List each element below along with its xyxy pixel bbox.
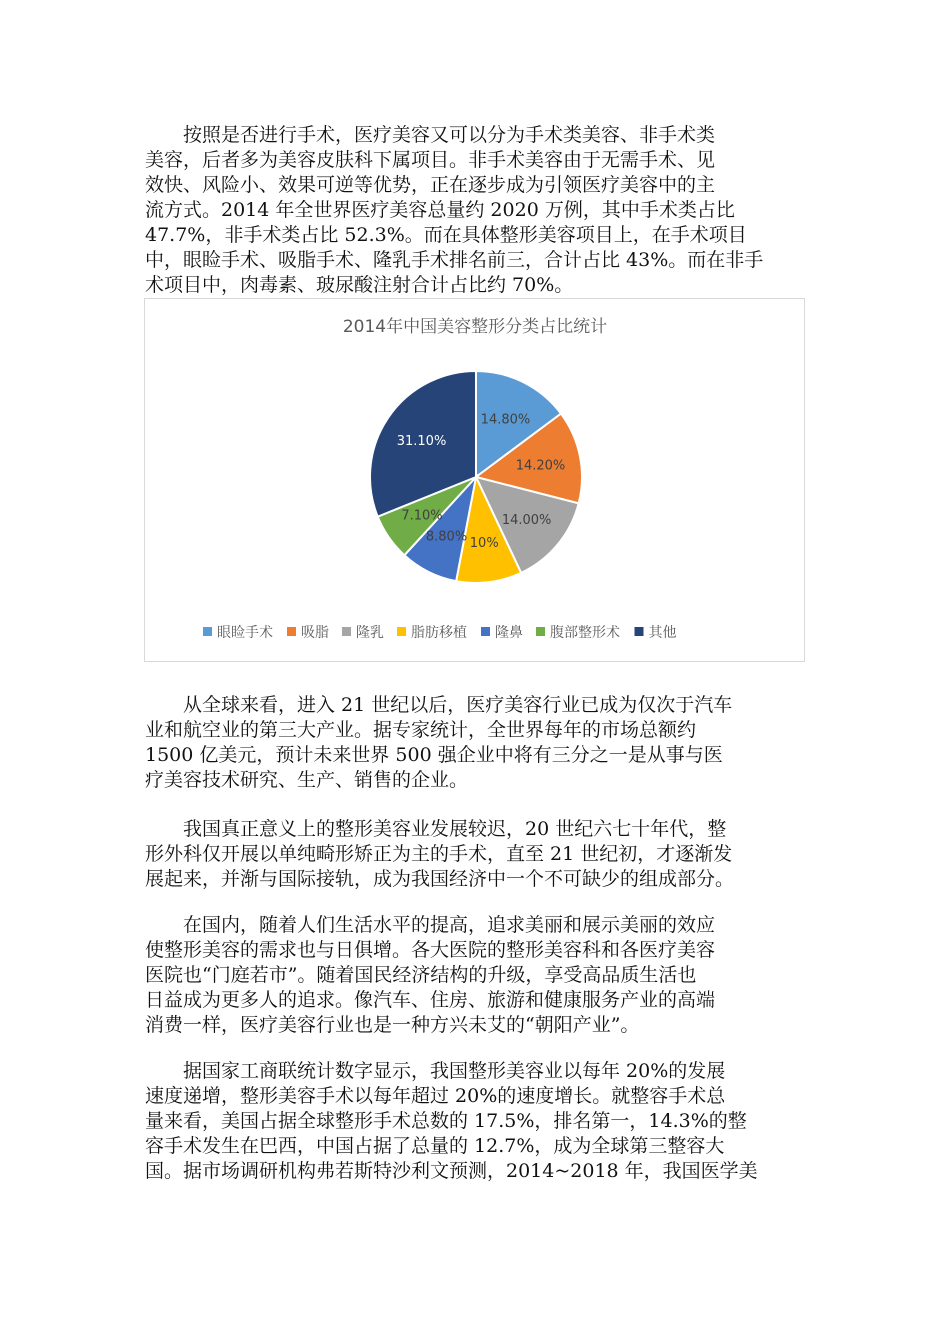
paragraph-line: 使整形美容的需求也与日俱增。各大医院的整形美容科和各医疗美容 bbox=[145, 939, 716, 961]
data-label: 7.10% bbox=[401, 508, 443, 524]
paragraph-line: 据国家工商联统计数字显示，我国整形美容业以每年 20%的发展 bbox=[145, 1060, 726, 1082]
legend-swatch bbox=[287, 627, 296, 636]
data-label: 8.80% bbox=[425, 529, 468, 545]
paragraph-line: 美容，后者多为美容皮肤科下属项目。非手术美容由于无需手术、见 bbox=[145, 149, 716, 171]
paragraph-line: 流方式。2014 年全世界医疗美容总量约 2020 万例，其中手术类占比 bbox=[145, 199, 735, 221]
paragraph-line: 我国真正意义上的整形美容业发展较迟，20 世纪六七十年代，整 bbox=[145, 818, 727, 840]
paragraph-line: 量来看，美国占据全球整形手术总数的 17.5%，排名第一，14.3%的整 bbox=[145, 1110, 747, 1132]
paragraph-2 bbox=[145, 693, 810, 793]
paragraph-line: 中，眼睑手术、吸脂手术、隆乳手术排名前三，合计占比 43%。而在非手 bbox=[145, 249, 764, 271]
legend-label: 其他 bbox=[648, 625, 677, 641]
legend-item bbox=[342, 625, 384, 641]
legend-swatch bbox=[635, 627, 644, 636]
legend-swatch bbox=[397, 627, 406, 636]
paragraph-line: 47.7%，非手术类占比 52.3%。而在具体整形美容项目上，在手术项目 bbox=[145, 224, 747, 246]
paragraph-line: 展起来，并渐与国际接轨，成为我国经济中一个不可缺少的组成部分。 bbox=[145, 868, 735, 890]
legend-label: 眼睑手术 bbox=[217, 625, 273, 641]
paragraph-line: 形外科仅开展以单纯畸形矫正为主的手术，直至 21 世纪初，才逐渐发 bbox=[145, 843, 733, 865]
paragraph-line: 疗美容技术研究、生产、销售的企业。 bbox=[145, 769, 469, 791]
paragraph-line: 从全球来看，进入 21 世纪以后，医疗美容行业已成为仅次于汽车 bbox=[145, 694, 733, 716]
chart-title: 2014年中国美容整形分类占比统计 bbox=[342, 317, 608, 337]
paragraph-1 bbox=[145, 123, 810, 298]
legend-label: 吸脂 bbox=[301, 625, 329, 641]
data-label: 31.10% bbox=[396, 434, 447, 450]
legend-label: 隆乳 bbox=[356, 625, 384, 641]
pie-chart-container bbox=[144, 298, 805, 662]
legend-item bbox=[536, 624, 620, 641]
legend-label: 隆鼻 bbox=[495, 625, 523, 641]
legend-swatch bbox=[342, 627, 351, 636]
paragraph-line: 日益成为更多人的追求。像汽车、住房、旅游和健康服务产业的高端 bbox=[145, 989, 716, 1011]
legend-swatch bbox=[203, 627, 212, 636]
legend-item bbox=[397, 624, 467, 641]
legend-label: 腹部整形术 bbox=[550, 625, 620, 641]
paragraph-line: 业和航空业的第三大产业。据专家统计，全世界每年的市场总额约 bbox=[145, 719, 697, 741]
paragraph-4 bbox=[145, 913, 810, 1038]
pie-chart bbox=[145, 299, 806, 663]
data-label: 14.80% bbox=[480, 412, 531, 428]
paragraph-3 bbox=[145, 817, 810, 892]
legend-swatch bbox=[481, 627, 490, 636]
paragraph-line: 容手术发生在巴西，中国占据了总量的 12.7%，成为全球第三整容大 bbox=[145, 1135, 725, 1157]
data-label: 14.20% bbox=[515, 458, 566, 474]
legend-swatch bbox=[536, 627, 545, 636]
legend-item bbox=[287, 624, 329, 641]
paragraph-line: 消费一样，医疗美容行业也是一种方兴未艾的“朝阳产业”。 bbox=[145, 1014, 640, 1036]
paragraph-line: 医院也“门庭若市”。随着国民经济结构的升级，享受高品质生活也 bbox=[145, 964, 697, 986]
paragraph-line: 效快、风险小、效果可逆等优势，正在逐步成为引领医疗美容中的主 bbox=[145, 174, 716, 196]
paragraph-line: 速度递增，整形美容手术以每年超过 20%的速度增长。就整容手术总 bbox=[145, 1085, 726, 1107]
paragraph-line: 国。据市场调研机构弗若斯特沙利文预测，2014~2018 年，我国医学美 bbox=[145, 1160, 758, 1182]
legend-item bbox=[203, 624, 273, 641]
paragraph-line: 术项目中，肉毒素、玻尿酸注射合计占比约 70%。 bbox=[145, 274, 574, 296]
paragraph-line: 在国内，随着人们生活水平的提高，追求美丽和展示美丽的效应 bbox=[145, 914, 716, 936]
legend-label: 脂肪移植 bbox=[411, 625, 467, 641]
data-label: 14.00% bbox=[501, 512, 552, 528]
paragraph-5 bbox=[145, 1059, 810, 1184]
data-label: 10% bbox=[469, 536, 499, 552]
paragraph-line: 1500 亿美元，预计未来世界 500 强企业中将有三分之一是从事与医 bbox=[145, 744, 723, 766]
legend-item bbox=[635, 625, 677, 641]
paragraph-line: 按照是否进行手术，医疗美容又可以分为手术类美容、非手术类 bbox=[145, 124, 716, 146]
legend-item bbox=[481, 624, 523, 641]
